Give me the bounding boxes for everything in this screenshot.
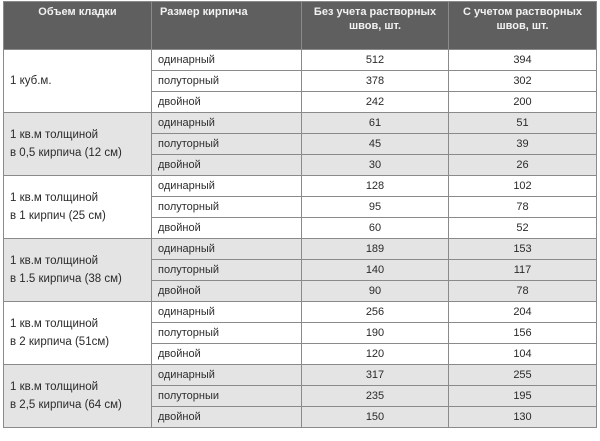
with-joints-cell: 153 — [449, 239, 597, 260]
header-without-joints-line1: Без учета растворных — [313, 6, 437, 18]
without-joints-cell: 30 — [302, 155, 449, 176]
volume-cell — [4, 50, 152, 113]
without-joints-cell: 150 — [302, 407, 449, 428]
size-cell: двойной — [152, 155, 302, 176]
with-joints-cell: 302 — [449, 71, 597, 92]
size-cell: двойной — [152, 344, 302, 365]
with-joints-cell: 102 — [449, 176, 597, 197]
size-cell: двойной — [152, 218, 302, 239]
size-cell: двойной — [152, 407, 302, 428]
volume-cell — [4, 113, 152, 176]
without-joints-cell: 61 — [302, 113, 449, 134]
with-joints-cell: 52 — [449, 218, 597, 239]
with-joints-cell: 117 — [449, 260, 597, 281]
table-row — [4, 302, 597, 323]
without-joints-cell: 140 — [302, 260, 449, 281]
volume-line1: 1 куб.м. — [10, 75, 52, 87]
volume-line2: в 2,5 кирпича (64 см) — [10, 399, 122, 411]
without-joints-cell: 128 — [302, 176, 449, 197]
with-joints-cell: 195 — [449, 386, 597, 407]
table-body — [4, 50, 597, 428]
with-joints-cell: 78 — [449, 197, 597, 218]
header-without-joints — [302, 2, 449, 50]
table-row — [4, 50, 597, 71]
header-row — [4, 2, 597, 50]
header-with-joints-line2: швов, шт. — [496, 20, 549, 32]
size-cell: полуторный — [152, 197, 302, 218]
size-cell: одинарный — [152, 50, 302, 71]
with-joints-cell: 78 — [449, 281, 597, 302]
with-joints-cell: 394 — [449, 50, 597, 71]
with-joints-cell: 51 — [449, 113, 597, 134]
without-joints-cell: 189 — [302, 239, 449, 260]
without-joints-cell: 235 — [302, 386, 449, 407]
size-cell: полуторный — [152, 260, 302, 281]
size-cell: двойной — [152, 281, 302, 302]
without-joints-cell: 45 — [302, 134, 449, 155]
without-joints-cell: 120 — [302, 344, 449, 365]
header-with-joints-line1: С учетом растворных — [462, 6, 583, 18]
with-joints-cell: 26 — [449, 155, 597, 176]
without-joints-cell: 317 — [302, 365, 449, 386]
volume-cell — [4, 176, 152, 239]
header-without-joints-line2: швов, шт. — [348, 20, 402, 32]
without-joints-cell: 95 — [302, 197, 449, 218]
header-with-joints — [449, 2, 597, 50]
volume-cell — [4, 302, 152, 365]
without-joints-cell: 90 — [302, 281, 449, 302]
size-cell: одинарный — [152, 365, 302, 386]
without-joints-cell: 60 — [302, 218, 449, 239]
table-row — [4, 176, 597, 197]
volume-line2: в 0,5 кирпича (12 см) — [10, 147, 122, 159]
with-joints-cell: 200 — [449, 92, 597, 113]
size-cell: двойной — [152, 92, 302, 113]
without-joints-cell: 190 — [302, 323, 449, 344]
volume-line1: 1 кв.м толщиной — [10, 318, 99, 330]
volume-cell — [4, 365, 152, 428]
with-joints-cell: 104 — [449, 344, 597, 365]
size-cell: полуторныи — [152, 386, 302, 407]
volume-line1: 1 кв.м толщиной — [10, 381, 99, 393]
size-cell: полуторный — [152, 323, 302, 344]
with-joints-cell: 255 — [449, 365, 597, 386]
volume-line1: 1 кв.м толщиной — [10, 192, 99, 204]
brick-count-table — [3, 1, 597, 428]
table-row — [4, 239, 597, 260]
without-joints-cell: 512 — [302, 50, 449, 71]
table-row — [4, 365, 597, 386]
size-cell: одинарный — [152, 176, 302, 197]
with-joints-cell: 204 — [449, 302, 597, 323]
volume-line2: в 1 кирпич (25 см) — [10, 210, 106, 222]
volume-line2: в 2 кирпича (51см) — [10, 336, 110, 348]
without-joints-cell: 242 — [302, 92, 449, 113]
without-joints-cell: 256 — [302, 302, 449, 323]
size-cell: полуторный — [152, 134, 302, 155]
volume-cell — [4, 239, 152, 302]
header-volume: Объем кладки — [4, 2, 152, 50]
volume-line1: 1 кв.м толщиной — [10, 255, 99, 267]
with-joints-cell: 130 — [449, 407, 597, 428]
size-cell: одинарный — [152, 113, 302, 134]
table-row — [4, 113, 597, 134]
header-brick-size: Размер кирпича — [152, 2, 302, 50]
size-cell: одинарный — [152, 302, 302, 323]
with-joints-cell: 156 — [449, 323, 597, 344]
size-cell: одинарный — [152, 239, 302, 260]
volume-line1: 1 кв.м толщиной — [10, 129, 99, 141]
with-joints-cell: 39 — [449, 134, 597, 155]
volume-line2: в 1.5 кирпича (38 см) — [10, 273, 122, 285]
size-cell: полуторный — [152, 71, 302, 92]
without-joints-cell: 378 — [302, 71, 449, 92]
